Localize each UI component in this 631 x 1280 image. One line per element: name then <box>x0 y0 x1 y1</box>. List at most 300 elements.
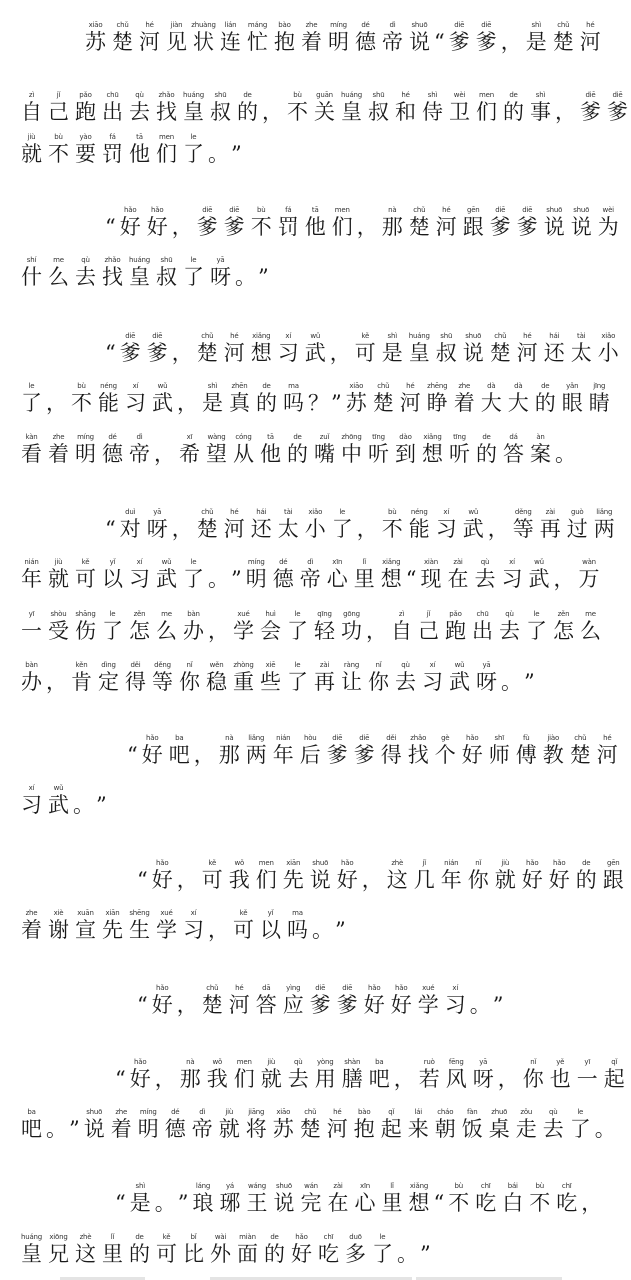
annotated-character <box>180 558 207 591</box>
hanzi-character: 爹 <box>119 341 141 365</box>
pinyin-annotation: shì <box>531 21 541 29</box>
pinyin-annotation: hé <box>230 508 239 516</box>
hanzi-character: 武 <box>152 391 173 415</box>
hanzi-character: 忙 <box>247 30 268 54</box>
pinyin-annotation: hé <box>235 984 244 992</box>
hanzi-character: 己 <box>48 100 69 124</box>
hanzi-character: 以 <box>102 567 123 591</box>
annotated-character <box>312 1058 339 1091</box>
pinyin-annotation: zhǎo <box>104 256 121 264</box>
hanzi-character: 河 <box>223 517 245 541</box>
annotated-character <box>406 1182 433 1215</box>
pinyin-annotation: shuō <box>86 1108 103 1116</box>
pinyin-annotation: xué <box>237 610 250 618</box>
annotated-character <box>253 382 280 415</box>
annotated-character <box>216 1108 243 1141</box>
punctuation: 。 <box>208 142 229 166</box>
annotated-character <box>271 21 298 54</box>
hanzi-character: 宣 <box>75 918 96 942</box>
punctuation: ？ <box>308 391 329 415</box>
hanzi-character: 的 <box>129 1242 150 1266</box>
annotated-character <box>513 1108 540 1141</box>
pinyin-annotation: bù <box>535 1182 544 1190</box>
hanzi-character: 不 <box>381 517 403 541</box>
annotated-character <box>352 1182 379 1215</box>
annotated-character <box>595 332 622 365</box>
annotated-character <box>352 332 379 365</box>
annotated-character <box>424 382 451 415</box>
pinyin-annotation: shū <box>160 256 173 264</box>
annotated-character <box>127 1058 154 1091</box>
pinyin-annotation: xí <box>28 784 35 792</box>
punctuation: ， <box>193 743 215 767</box>
pinyin-annotation: wán <box>304 1182 318 1190</box>
hanzi-character: 是 <box>202 391 223 415</box>
hanzi-character: 好 <box>461 743 483 767</box>
pinyin-annotation: liǎng <box>248 734 265 742</box>
pinyin-annotation: shī <box>494 734 504 742</box>
annotated-character <box>311 610 338 643</box>
annotated-character <box>72 610 99 643</box>
hanzi-character: 楚 <box>569 743 591 767</box>
pinyin-annotation: de <box>509 91 518 99</box>
pinyin-annotation: pǎo <box>79 91 92 99</box>
hanzi-character: 他 <box>304 215 326 239</box>
pinyin-annotation: shì <box>535 91 546 99</box>
annotated-character <box>574 1058 601 1091</box>
hanzi-character: 帝 <box>299 567 321 591</box>
annotated-character <box>378 734 405 767</box>
hanzi-character: 吧 <box>368 1067 390 1091</box>
pinyin-annotation: qù <box>480 558 490 566</box>
pinyin-annotation: xiāo <box>276 1108 291 1116</box>
hanzi-character: 会 <box>260 619 281 643</box>
pinyin-annotation: hǎo <box>395 984 408 992</box>
pinyin-annotation: hé <box>406 382 415 390</box>
punctuation: “ <box>105 517 116 541</box>
annotated-character <box>45 610 72 643</box>
hanzi-character: 看 <box>21 442 42 466</box>
pinyin-annotation: hé <box>230 332 239 340</box>
hanzi-character: 武 <box>304 341 326 365</box>
annotated-character <box>153 256 180 289</box>
annotated-character <box>18 133 45 166</box>
hanzi-character: 他 <box>260 442 281 466</box>
pinyin-annotation: hé <box>523 332 532 340</box>
hanzi-character: 的 <box>503 100 524 124</box>
hanzi-character: 里 <box>102 1242 123 1266</box>
annotated-character <box>443 1058 470 1091</box>
pinyin-annotation: bào <box>358 1108 371 1116</box>
hanzi-character: 先 <box>102 918 123 942</box>
hanzi-character: 我 <box>228 868 250 892</box>
annotated-character <box>280 382 307 415</box>
annotated-character <box>204 1058 231 1091</box>
annotated-character <box>297 1108 324 1141</box>
text-line <box>18 908 608 942</box>
pinyin-annotation: zhe <box>305 21 318 29</box>
pinyin-annotation: hǎo <box>295 1233 308 1241</box>
annotated-character <box>144 508 171 541</box>
pinyin-annotation: men <box>236 1058 252 1066</box>
hanzi-character: 等 <box>152 670 173 694</box>
pinyin-annotation: àn <box>536 433 545 441</box>
punctuation: ， <box>154 1067 176 1091</box>
hanzi-character: 楚 <box>201 993 223 1017</box>
hanzi-character: 太 <box>570 341 592 365</box>
hanzi-character: 了 <box>372 1242 393 1266</box>
pinyin-annotation: bàn <box>187 610 200 618</box>
hanzi-character: 河 <box>516 341 538 365</box>
hanzi-character: 让 <box>341 670 362 694</box>
hanzi-character: 武 <box>528 567 550 591</box>
hanzi-character: 习 <box>183 918 204 942</box>
hanzi-character: 桌 <box>488 1117 510 1141</box>
hanzi-character: 等 <box>512 517 534 541</box>
annotated-character <box>153 133 180 166</box>
hanzi-character: 什 <box>21 265 42 289</box>
pinyin-annotation: xiǎng <box>252 332 271 340</box>
annotated-character <box>180 133 207 166</box>
hanzi-character: 了 <box>569 1117 591 1141</box>
pinyin-annotation: shuō <box>411 21 428 29</box>
hanzi-character: 楚 <box>408 215 430 239</box>
annotated-character <box>81 1108 108 1141</box>
annotated-character <box>18 784 45 817</box>
pinyin-annotation: fù <box>522 734 530 742</box>
annotated-character <box>221 332 248 365</box>
pinyin-annotation: zhè <box>391 859 404 867</box>
hanzi-character: 了 <box>183 265 204 289</box>
annotated-character <box>406 206 433 239</box>
pinyin-annotation: xí <box>285 332 292 340</box>
hanzi-character: 呀 <box>472 1067 494 1091</box>
hanzi-character: 起 <box>603 1067 625 1091</box>
hanzi-character: 出 <box>472 619 493 643</box>
pinyin-annotation: diē <box>342 984 353 992</box>
annotated-character <box>302 332 329 365</box>
annotated-character <box>72 1233 99 1266</box>
pinyin-annotation: diē <box>229 206 240 214</box>
annotated-character <box>338 610 365 643</box>
annotated-character <box>510 508 537 541</box>
annotated-character <box>135 1108 162 1141</box>
punctuation: ， <box>171 517 193 541</box>
hanzi-character: 武 <box>449 670 470 694</box>
annotated-character <box>45 1233 72 1266</box>
pinyin-annotation: yǐ <box>267 909 274 917</box>
annotated-character <box>379 206 406 239</box>
annotated-character <box>45 133 72 166</box>
text-line <box>18 331 619 365</box>
annotated-character <box>45 784 72 817</box>
hanzi-character: 习 <box>125 391 146 415</box>
punctuation: “ <box>434 30 445 54</box>
pinyin-annotation: le <box>190 133 197 141</box>
annotated-character <box>352 21 379 54</box>
text-line <box>18 1107 616 1141</box>
pinyin-annotation: jiù <box>501 859 510 867</box>
hanzi-character: 见 <box>166 30 187 54</box>
hanzi-character: 起 <box>380 1117 402 1141</box>
pinyin-annotation: dìng <box>101 661 116 669</box>
text-line <box>18 20 608 54</box>
hanzi-character: 这 <box>386 868 408 892</box>
pinyin-annotation: qù <box>505 610 514 618</box>
annotated-character <box>500 433 527 466</box>
pinyin-annotation: chū <box>106 91 119 99</box>
annotated-character <box>288 1233 315 1266</box>
pinyin-annotation: zuǐ <box>319 433 330 441</box>
hanzi-character: 那 <box>381 215 403 239</box>
hanzi-character: 眼 <box>561 391 583 415</box>
hanzi-character: 要 <box>75 142 96 166</box>
hanzi-character: 德 <box>164 1117 186 1141</box>
hanzi-character: 好 <box>291 1242 312 1266</box>
hanzi-character: 怎 <box>129 619 150 643</box>
pinyin-annotation: me <box>53 256 64 264</box>
hanzi-character: 皇 <box>129 265 150 289</box>
pinyin-annotation: le <box>28 382 35 390</box>
pinyin-annotation: nà <box>186 1058 195 1066</box>
pinyin-annotation: wǔ <box>53 784 64 792</box>
annotated-character <box>203 433 230 466</box>
annotated-character <box>207 256 234 289</box>
pinyin-annotation: zì <box>28 91 35 99</box>
pinyin-annotation: hòu <box>303 734 317 742</box>
annotated-character <box>122 382 149 415</box>
hanzi-character: 就 <box>494 868 516 892</box>
hanzi-character: 琅 <box>192 1191 214 1215</box>
punctuation: ” <box>335 918 346 942</box>
punctuation: ， <box>208 918 229 942</box>
annotated-character <box>486 734 513 767</box>
annotated-character <box>473 661 500 694</box>
pinyin-annotation: hé <box>401 91 410 99</box>
annotated-character <box>153 909 180 942</box>
pinyin-annotation: hǎo <box>553 859 566 867</box>
annotated-character <box>446 433 473 466</box>
hanzi-character: 傅 <box>515 743 537 767</box>
pinyin-annotation: zài <box>319 661 330 669</box>
punctuation: ” <box>69 1117 80 1141</box>
hanzi-character: 好 <box>336 868 358 892</box>
punctuation: ” <box>524 670 535 694</box>
punctuation: ” <box>331 391 342 415</box>
pinyin-annotation: gōng <box>343 610 360 618</box>
hanzi-character: 答 <box>255 993 277 1017</box>
annotated-character <box>339 1058 366 1091</box>
pinyin-annotation: wǔ <box>161 558 172 566</box>
annotated-character <box>405 1108 432 1141</box>
pinyin-annotation: guān <box>316 91 333 99</box>
hanzi-character: 皇 <box>341 100 362 124</box>
annotated-character <box>311 91 338 124</box>
punctuation: ， <box>487 517 509 541</box>
annotated-character <box>472 558 499 591</box>
hanzi-character: 再 <box>539 517 561 541</box>
pinyin-annotation: chǔ <box>206 984 219 992</box>
annotated-character <box>180 610 207 643</box>
pinyin-annotation: le <box>577 1108 584 1116</box>
hanzi-character: 年 <box>272 743 294 767</box>
hanzi-character: 是 <box>525 30 547 54</box>
pinyin-annotation: zhēng <box>427 382 448 390</box>
annotated-character <box>546 859 573 892</box>
pinyin-annotation: néng <box>100 382 117 390</box>
hanzi-character: 帝 <box>129 442 150 466</box>
hanzi-character: 我 <box>206 1067 228 1091</box>
hanzi-character: 是 <box>129 1191 151 1215</box>
pinyin-annotation: yá <box>225 1182 235 1190</box>
annotated-character <box>275 206 302 239</box>
annotated-character <box>460 332 487 365</box>
pinyin-annotation: zhe <box>115 1108 128 1116</box>
hanzi-character: 皇 <box>21 1242 42 1266</box>
hanzi-character: 望 <box>206 442 227 466</box>
annotated-character <box>280 984 307 1017</box>
pinyin-annotation: jǐ <box>426 610 431 618</box>
hanzi-character: 师 <box>488 743 510 767</box>
pinyin-annotation: gēn <box>606 859 620 867</box>
hanzi-character: 武 <box>462 517 484 541</box>
pinyin-annotation: nà <box>388 206 397 214</box>
hanzi-character: 帝 <box>382 30 403 54</box>
pinyin-annotation: de <box>135 1233 144 1241</box>
annotated-character <box>473 21 500 54</box>
hanzi-character: 睛 <box>588 391 610 415</box>
hanzi-character: 习 <box>435 517 457 541</box>
hanzi-character: 爹 <box>475 30 497 54</box>
hanzi-character: 状 <box>193 30 214 54</box>
hanzi-character: 来 <box>407 1117 429 1141</box>
annotated-character <box>600 859 627 892</box>
hanzi-character: 真 <box>229 391 250 415</box>
annotated-character <box>99 91 126 124</box>
hanzi-character: 的 <box>575 868 597 892</box>
pinyin-annotation: hé <box>586 21 595 29</box>
hanzi-character: 河 <box>228 993 250 1017</box>
pinyin-annotation: ba <box>375 1058 384 1066</box>
annotated-character <box>604 91 631 124</box>
punctuation: ， <box>208 619 229 643</box>
hanzi-character: 着 <box>110 1117 132 1141</box>
pinyin-annotation: diē <box>454 21 465 29</box>
annotated-character <box>258 1058 285 1091</box>
annotated-character <box>199 984 226 1017</box>
pinyin-annotation: shì <box>387 332 397 340</box>
pinyin-annotation: tā <box>136 133 143 141</box>
hanzi-character: 些 <box>260 670 281 694</box>
annotated-character <box>469 610 496 643</box>
hanzi-character: 呀 <box>476 670 497 694</box>
hanzi-character: 吧 <box>168 743 190 767</box>
annotated-character <box>139 734 166 767</box>
hanzi-character: 不 <box>48 142 69 166</box>
pinyin-annotation: děi <box>130 661 141 669</box>
annotated-character <box>284 661 311 694</box>
pinyin-annotation: dì <box>136 433 143 441</box>
pinyin-annotation: ma <box>292 909 303 917</box>
pinyin-annotation: me <box>161 610 172 618</box>
annotated-character <box>226 382 253 415</box>
hanzi-character: 吃 <box>556 1191 578 1215</box>
pinyin-annotation: zhòng <box>233 661 254 669</box>
annotated-character <box>564 508 591 541</box>
pinyin-annotation: xí <box>132 382 139 390</box>
hanzi-character: 说 <box>462 341 484 365</box>
annotated-character <box>473 433 500 466</box>
pinyin-annotation: de <box>243 91 252 99</box>
pinyin-annotation: hǎo <box>151 206 164 214</box>
pinyin-annotation: dì <box>199 1108 206 1116</box>
hanzi-character: 对 <box>119 517 141 541</box>
hanzi-character: 不 <box>448 1191 470 1215</box>
hanzi-character: 几 <box>413 868 435 892</box>
hanzi-character: 就 <box>48 567 69 591</box>
annotated-character <box>519 859 546 892</box>
pinyin-annotation: zài <box>545 508 555 516</box>
hanzi-character: 以 <box>260 918 281 942</box>
pinyin-annotation: hái <box>549 332 560 340</box>
hanzi-character: 睁 <box>426 391 448 415</box>
pinyin-annotation: xuān <box>77 909 94 917</box>
annotated-character <box>126 433 153 466</box>
pinyin-annotation: hé <box>333 1108 342 1116</box>
pinyin-annotation: qù <box>294 1058 303 1066</box>
pinyin-annotation: kěn <box>75 661 88 669</box>
pinyin-annotation: zhǎo <box>410 734 427 742</box>
annotated-character <box>285 1058 312 1091</box>
pinyin-annotation: zhe <box>458 382 471 390</box>
punctuation: ” <box>420 1242 431 1266</box>
annotated-character <box>18 1233 45 1266</box>
pinyin-annotation: pǎo <box>449 610 462 618</box>
hanzi-character: 苏 <box>345 391 367 415</box>
hanzi-character: 应 <box>282 993 304 1017</box>
pinyin-annotation: chǔ <box>557 21 570 29</box>
annotated-character <box>95 661 122 694</box>
annotated-character <box>270 1108 297 1141</box>
annotated-character <box>500 91 527 124</box>
pinyin-annotation: jiàn <box>170 21 183 29</box>
hanzi-character: 年 <box>440 868 462 892</box>
annotated-character <box>257 433 284 466</box>
punctuation: ” <box>492 993 504 1017</box>
pinyin-annotation: wǔ <box>454 661 465 669</box>
pinyin-annotation: shuō <box>546 206 563 214</box>
annotated-character <box>567 1108 594 1141</box>
hanzi-character: 就 <box>260 1067 282 1091</box>
text-line <box>18 381 608 415</box>
punctuation: ， <box>46 391 67 415</box>
pinyin-annotation: hǎo <box>526 859 539 867</box>
hanzi-character: 抱 <box>274 30 295 54</box>
pinyin-annotation: xí <box>443 508 450 516</box>
hanzi-character: 习 <box>501 567 523 591</box>
pinyin-annotation: xí <box>509 558 515 566</box>
hanzi-character: 肯 <box>71 670 92 694</box>
pinyin-annotation: ma <box>288 382 299 390</box>
pinyin-annotation: bù <box>54 133 63 141</box>
hanzi-character: 爹 <box>196 215 218 239</box>
annotated-character <box>194 508 221 541</box>
annotated-character <box>433 206 460 239</box>
annotated-character <box>415 610 442 643</box>
annotated-character <box>243 1108 270 1141</box>
punctuation: ， <box>361 868 383 892</box>
hanzi-character: 叔 <box>435 341 457 365</box>
